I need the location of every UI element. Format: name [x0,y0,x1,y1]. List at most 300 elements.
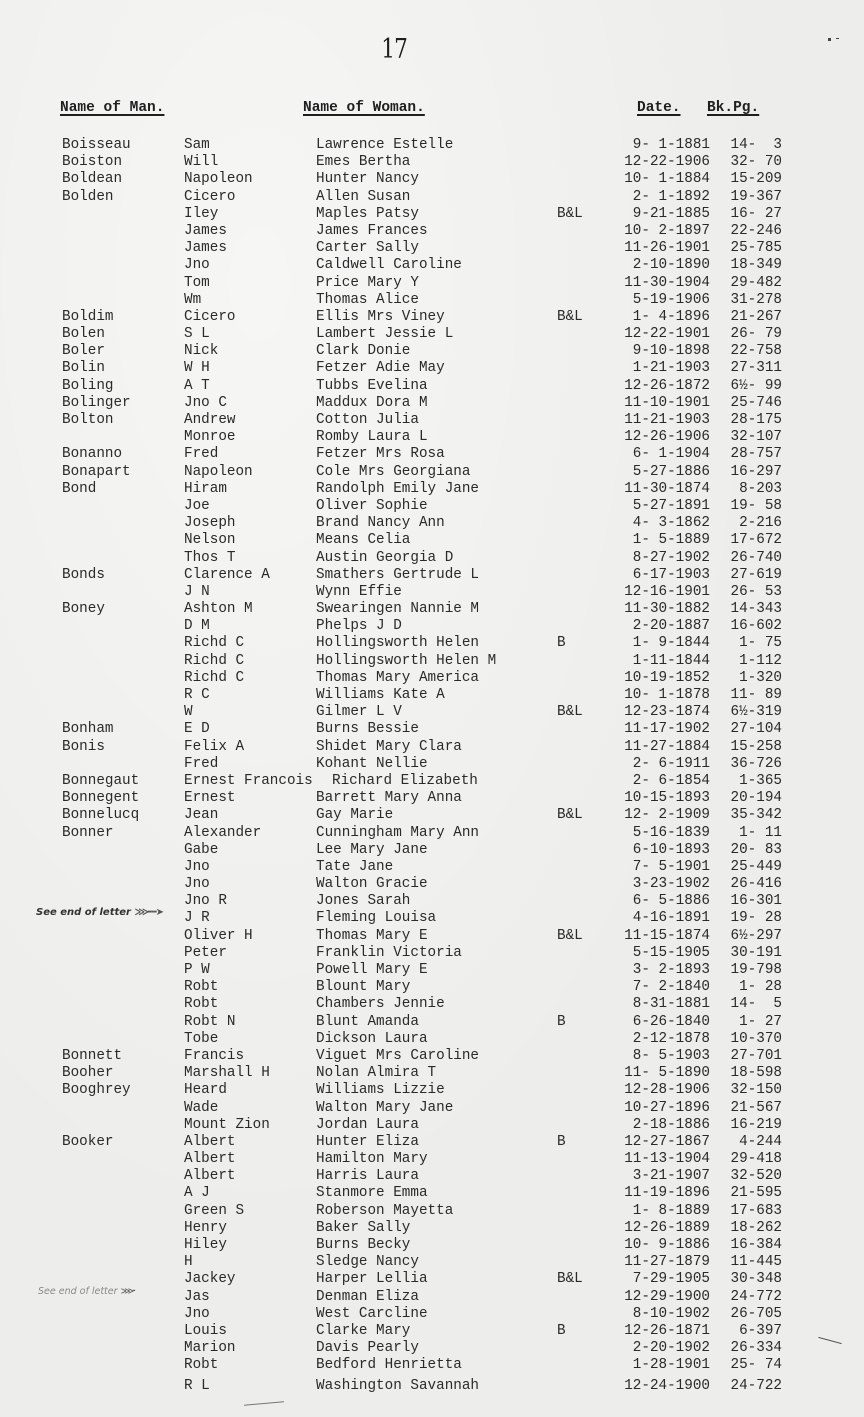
book-page: 29-418 [730,1151,782,1168]
groom-surname: Bonnelucq [62,807,140,824]
bride-name: Powell Mary E [316,962,428,978]
groom-surname: Bond [62,480,97,497]
table-row [0,309,864,326]
groom-given-name: E D [184,721,210,738]
bride-name: James Frances [316,222,428,239]
marriage-date: 10-27-1896 [624,1099,710,1116]
table-row [0,601,864,618]
book-page: 25-785 [730,240,782,257]
bride-name: Oliver Sophie [316,497,428,514]
marriage-date: 9- 1-1881 [632,137,710,153]
table-row [0,687,864,704]
marriage-date: 11-21-1903 [624,412,710,428]
table-row [0,1100,864,1117]
marriage-date: 2-18-1886 [632,1116,710,1133]
book-page: 18-598 [730,1065,782,1082]
table-row [0,584,864,601]
bride-name: Jordan Laura [316,1116,419,1133]
bride-name: Caldwell Caroline [316,257,462,274]
book-page: 19-367 [730,188,782,205]
book-page: 24-772 [730,1288,782,1305]
record-mark: B [557,635,566,652]
book-page: 27-701 [730,1047,782,1064]
marriage-date: 9-10-1898 [632,343,710,360]
groom-given-name: Tobe [184,1030,219,1047]
bride-name: Fleming Louisa [316,910,437,927]
marriage-date: 11-17-1902 [624,721,710,738]
bride-name: Baker Sally [316,1219,411,1236]
bride-name: Brand Nancy Ann [316,515,445,532]
book-page: 27-311 [730,360,782,377]
groom-surname: Boisseau [62,137,131,153]
groom-given-name: Joe [184,497,210,514]
groom-given-name: Jno [184,1305,210,1322]
groom-given-name: Mount Zion [184,1116,270,1133]
groom-surname: Bonham [62,721,114,738]
book-page: 16-219 [730,1116,782,1133]
groom-given-name: Gabe [184,841,219,858]
book-page: 21-595 [730,1185,782,1202]
book-page: 19- 28 [730,910,782,927]
table-row [0,206,864,223]
book-page: 18-349 [730,257,782,274]
margin-note-text: See end of letter [36,907,131,918]
groom-given-name: Jno [184,858,210,875]
bride-name: Nolan Almira T [316,1065,437,1082]
groom-surname: Booher [62,1065,114,1082]
book-page: 11- 89 [730,687,782,703]
bride-name: Sledge Nancy [316,1254,419,1271]
book-page: 18-262 [730,1219,782,1236]
bride-name: Burns Becky [316,1237,411,1253]
table-row [0,137,864,154]
groom-given-name: J N [184,583,210,600]
marriage-date: 8-10-1902 [632,1305,710,1322]
groom-surname: Boldim [62,308,114,325]
book-page: 1-365 [739,772,782,789]
marriage-date: 3-21-1907 [632,1168,710,1185]
table-row [0,1134,864,1151]
marriage-date: 7-29-1905 [632,1271,710,1288]
bride-name: Smathers Gertrude L [316,566,480,583]
book-page: 6½- 99 [730,377,782,394]
marriage-date: 12-27-1867 [624,1133,710,1150]
groom-surname: Bonnett [62,1047,123,1064]
groom-given-name: Fred [184,755,219,772]
table-row [0,429,864,446]
marriage-date: 2- 1-1892 [632,188,710,205]
table-row [0,1237,864,1254]
groom-surname: Bonnegent [62,790,140,807]
marriage-date: 5-27-1886 [632,463,710,480]
table-row [0,550,864,567]
bride-name: Jones Sarah [316,893,411,910]
table-row [0,567,864,584]
bride-name: Tate Jane [316,858,394,875]
groom-surname: Bonapart [62,463,131,480]
groom-given-name: Cicero [184,188,236,205]
book-page: 1- 27 [739,1013,782,1030]
book-page: 29-482 [730,274,782,291]
bride-name: Cunningham Mary Ann [316,824,480,841]
groom-given-name: Richd C [184,652,245,669]
marriage-date: 12-26-1871 [624,1322,710,1339]
table-row [0,189,864,206]
marriage-date: 12-16-1901 [624,583,710,600]
marriage-date: 10- 9-1886 [624,1237,710,1253]
groom-given-name: Joseph [184,515,236,532]
marriage-date: 5-19-1906 [632,291,710,308]
table-row [0,1254,864,1271]
groom-given-name: Robt [184,979,219,996]
groom-given-name: Henry [184,1219,227,1236]
groom-given-name: W [184,704,193,721]
marriage-date: 12-22-1906 [624,154,710,171]
book-page: 20-194 [730,790,782,807]
book-page: 19- 58 [730,497,782,514]
marriage-date: 10- 1-1878 [624,687,710,703]
bride-name: Means Celia [316,532,411,549]
table-row [0,154,864,171]
table-row [0,1203,864,1220]
table-row [0,1220,864,1237]
book-page: 1- 75 [739,635,782,652]
paper-mark [244,1401,284,1405]
marriage-date: 8-31-1881 [632,996,710,1013]
book-page: 31-278 [730,291,782,308]
marriage-date: 12-22-1901 [624,326,710,343]
marriage-date: 7- 5-1901 [632,858,710,875]
groom-given-name: Oliver H [184,927,253,944]
book-page: 6½-319 [730,704,782,721]
groom-given-name: Jno [184,257,210,274]
table-row [0,1117,864,1134]
groom-given-name: Robt [184,1357,219,1374]
book-page: 32-520 [730,1168,782,1185]
marriage-date: 7- 2-1840 [632,979,710,996]
book-page: 26- 79 [730,326,782,343]
marriage-date: 2- 6-1911 [632,755,710,772]
bride-name: Wynn Effie [316,583,402,600]
book-page: 20- 83 [730,841,782,858]
book-page: 26-740 [730,549,782,566]
book-page: 10-370 [730,1030,782,1047]
book-page: 1-320 [739,669,782,686]
groom-given-name: Jno C [184,394,227,411]
bride-name: Fetzer Adie May [316,360,445,377]
groom-surname: Bolinger [62,394,131,411]
book-page: 22-246 [730,222,782,239]
groom-given-name: Green S [184,1202,245,1219]
marriage-date: 5-15-1905 [632,944,710,961]
groom-given-name: Will [184,154,219,171]
book-page: 32-107 [730,429,782,446]
table-row [0,756,864,773]
marriage-date: 11-27-1884 [624,738,710,755]
bride-name: Gilmer L V [316,704,402,721]
book-page: 35-342 [730,807,782,824]
bride-name: Dickson Laura [316,1030,428,1047]
bride-name: Lambert Jessie L [316,326,454,343]
marriage-date: 3- 2-1893 [632,962,710,978]
marriage-date: 5-27-1891 [632,497,710,514]
marriage-date: 12-23-1874 [624,704,710,721]
page-number: 17 [381,34,408,65]
marriage-date: 12-26-1889 [624,1219,710,1236]
book-page: 14-343 [730,601,782,618]
table-row [0,1048,864,1065]
book-page: 25-449 [730,858,782,875]
bride-name: Hunter Eliza [316,1133,419,1150]
groom-given-name: Albert [184,1151,236,1168]
groom-given-name: P W [184,962,210,978]
groom-surname: Boling [62,377,114,394]
record-mark: B [557,1322,566,1339]
bride-name: Gay Marie [316,807,394,824]
bride-name: Maddux Dora M [316,394,428,411]
groom-given-name: Peter [184,944,227,961]
groom-given-name: Napoleon [184,171,253,188]
table-row [0,481,864,498]
groom-given-name: Marshall H [184,1065,270,1082]
bride-name: Hunter Nancy [316,171,419,188]
bride-name: Walton Mary Jane [316,1099,454,1116]
book-page: 1- 28 [739,979,782,996]
groom-surname: Boler [62,343,105,360]
groom-given-name: Francis [184,1047,245,1064]
record-mark: B&L [557,1271,583,1288]
groom-given-name: Ernest Francois [184,772,313,789]
groom-given-name: Nelson [184,532,236,549]
table-row [0,326,864,343]
table-row [0,1378,864,1395]
groom-given-name: Richd C [184,669,245,686]
book-page: 26-705 [730,1305,782,1322]
bride-name: Harper Lellia [316,1271,428,1288]
table-row [0,704,864,721]
groom-given-name: A J [184,1185,210,1202]
header-book-page: Bk.Pg. [707,100,760,116]
bride-name: Harris Laura [316,1168,419,1185]
groom-given-name: Fred [184,446,219,463]
table-row [0,859,864,876]
bride-name: Davis Pearly [316,1340,419,1357]
bride-name: Ellis Mrs Viney [316,308,445,325]
record-mark: B&L [557,704,583,721]
bride-name: Williams Kate A [316,687,445,703]
bride-name: Kohant Nellie [316,755,428,772]
book-page: 16-301 [730,893,782,910]
book-page: 28-175 [730,412,782,428]
table-row [0,618,864,635]
groom-given-name: R L [184,1377,210,1394]
table-row [0,532,864,549]
book-page: 2-216 [739,515,782,532]
marriage-date: 11- 5-1890 [624,1065,710,1082]
bride-name: Lawrence Estelle [316,137,454,153]
marriage-date: 1- 9-1844 [632,635,710,652]
book-page: 25- 74 [730,1357,782,1374]
groom-given-name: J R [184,910,210,927]
book-page: 32-150 [730,1082,782,1099]
book-page: 25-746 [730,394,782,411]
groom-surname: Bolden [62,188,114,205]
arrow-icon: ⋙·· [120,1286,135,1297]
marriage-date: 6- 1-1904 [632,446,710,463]
bride-name: Burns Bessie [316,721,419,738]
bride-name: Allen Susan [316,188,411,205]
margin-note-see-end-of-letter [38,1286,134,1297]
groom-given-name: Monroe [184,429,236,446]
groom-given-name: Ashton M [184,601,253,618]
groom-given-name: Iley [184,205,219,222]
groom-given-name: Sam [184,137,210,153]
table-row [0,842,864,859]
bride-name: Lee Mary Jane [316,841,428,858]
book-page: 17-672 [730,532,782,549]
table-row [0,721,864,738]
bride-name: Thomas Mary America [316,669,480,686]
book-page: 22-758 [730,343,782,360]
bride-name: Hollingsworth Helen M [316,652,497,669]
groom-given-name: Ernest [184,790,236,807]
groom-given-name: James [184,222,227,239]
marriage-date: 4- 3-1862 [632,515,710,532]
marriage-date: 4-16-1891 [632,910,710,927]
groom-surname: Bonds [62,566,105,583]
bride-name: Fetzer Mrs Rosa [316,446,445,463]
marriage-date: 11-30-1882 [624,601,710,618]
book-page: 24-722 [730,1377,782,1394]
marriage-date: 2- 6-1854 [632,772,710,789]
book-page: 19-798 [730,962,782,978]
paper-speck [828,38,831,41]
bride-name: Roberson Mayetta [316,1202,454,1219]
bride-name: Shidet Mary Clara [316,738,462,755]
book-page: 15-209 [730,171,782,188]
table-row [0,945,864,962]
marriage-date: 11-19-1896 [624,1185,710,1202]
marriage-date: 2-20-1902 [632,1340,710,1357]
groom-given-name: Jackey [184,1271,236,1288]
groom-surname: Bonner [62,824,114,841]
book-page: 8-203 [739,480,782,497]
bride-name: Richard Elizabeth [332,772,478,789]
bride-name: Carter Sally [316,240,419,257]
marriage-date: 11-15-1874 [624,927,710,944]
bride-name: Tubbs Evelina [316,377,428,394]
groom-given-name: Thos T [184,549,236,566]
groom-given-name: Albert [184,1168,236,1185]
paper-speck [836,38,839,39]
groom-surname: Bolin [62,360,105,377]
header-name-of-man: Name of Man. [60,100,165,116]
groom-given-name: Tom [184,274,210,291]
marriage-date: 6-17-1903 [632,566,710,583]
table-row [0,979,864,996]
table-row [0,1082,864,1099]
marriage-date: 12-26-1906 [624,429,710,446]
table-row [0,1151,864,1168]
marriage-date: 10- 2-1897 [624,222,710,239]
table-row [0,653,864,670]
groom-given-name: H [184,1254,193,1271]
record-mark: B [557,1013,566,1030]
table-row [0,257,864,274]
groom-given-name: Robt N [184,1013,236,1030]
table-row [0,360,864,377]
table-row [0,1323,864,1340]
groom-given-name: Felix A [184,738,245,755]
table-row [0,464,864,481]
table-row [0,635,864,652]
table-row [0,876,864,893]
book-page: 32- 70 [730,154,782,171]
book-page: 36-726 [730,755,782,772]
book-page: 1- 11 [739,824,782,841]
marriage-date: 6- 5-1886 [632,893,710,910]
book-page: 6½-297 [730,927,782,944]
marriage-date: 10- 1-1884 [624,171,710,188]
groom-given-name: Jean [184,807,219,824]
table-row [0,378,864,395]
table-row [0,1306,864,1323]
marriage-date: 11-26-1901 [624,240,710,257]
groom-given-name: Jno R [184,893,227,910]
marriage-date: 1-21-1903 [632,360,710,377]
marriage-date: 2-12-1878 [632,1030,710,1047]
groom-given-name: Heard [184,1082,227,1099]
bride-name: Randolph Emily Jane [316,480,480,497]
table-row [0,1065,864,1082]
table-row [0,1357,864,1374]
marriage-date: 8-27-1902 [632,549,710,566]
table-row [0,1185,864,1202]
record-mark: B&L [557,205,583,222]
groom-surname: Bonnegaut [62,772,140,789]
groom-given-name: Hiley [184,1237,227,1253]
marriage-date: 1- 8-1889 [632,1202,710,1219]
bride-name: Swearingen Nannie M [316,601,480,618]
groom-given-name: Wade [184,1099,219,1116]
book-page: 26- 53 [730,583,782,600]
groom-surname: Booker [62,1133,114,1150]
bride-name: Hamilton Mary [316,1151,428,1168]
table-row [0,739,864,756]
table-row [0,412,864,429]
marriage-date: 3-23-1902 [632,876,710,893]
bride-name: Blount Mary [316,979,411,996]
bride-name: Franklin Victoria [316,944,462,961]
table-row [0,962,864,979]
bride-name: Phelps J D [316,618,402,635]
record-mark: B&L [557,927,583,944]
groom-given-name: Louis [184,1322,227,1339]
bride-name: Denman Eliza [316,1288,419,1305]
book-page: 4-244 [739,1133,782,1150]
bride-name: Viguet Mrs Caroline [316,1047,480,1064]
book-page: 16-297 [730,463,782,480]
header-name-of-woman: Name of Woman. [303,100,425,116]
table-row [0,223,864,240]
bride-name: Bedford Henrietta [316,1357,462,1374]
marriage-date: 12-24-1900 [624,1377,710,1394]
table-row [0,928,864,945]
groom-given-name: Cicero [184,308,236,325]
book-page: 27-104 [730,721,782,738]
book-page: 16- 27 [730,205,782,222]
bride-name: Price Mary Y [316,274,419,291]
